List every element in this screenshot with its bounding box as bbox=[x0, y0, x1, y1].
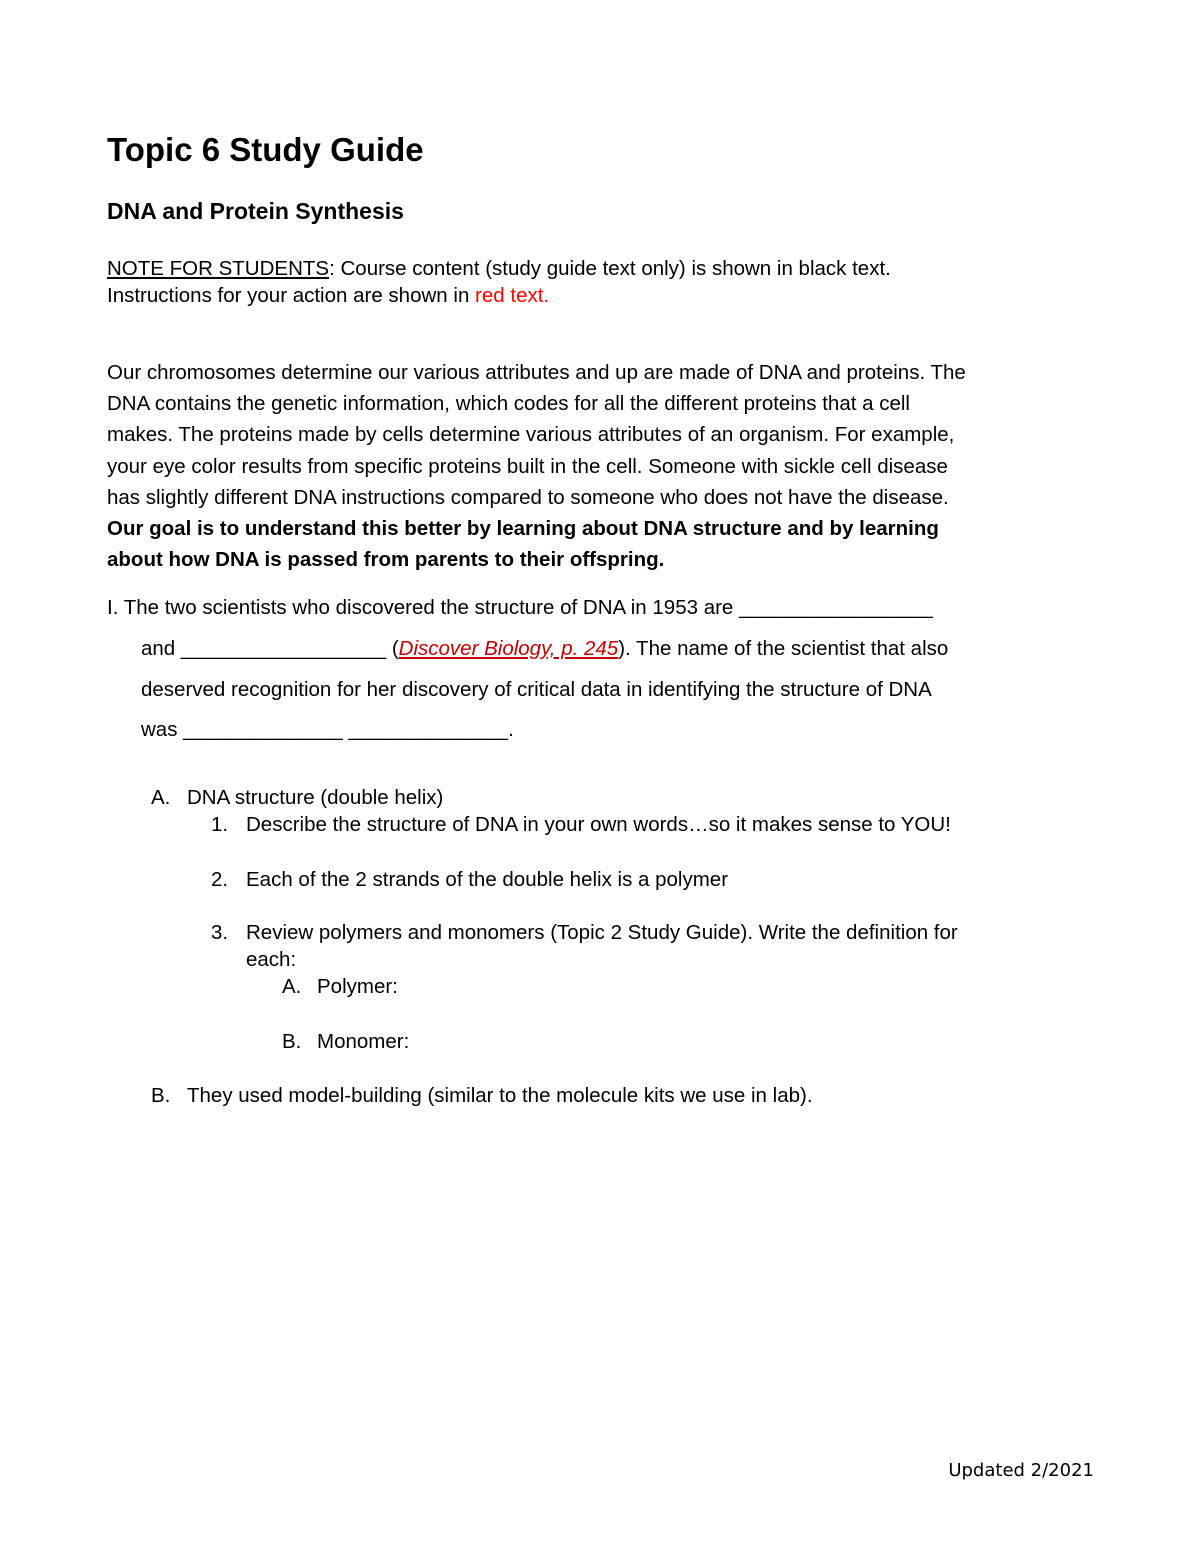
outline-text: Each of the 2 strands of the double helix is a polymer bbox=[246, 868, 729, 891]
goal-line: about how DNA is passed from parents to their offspring. bbox=[107, 548, 665, 572]
outline-sub-item-polymer bbox=[282, 973, 398, 1000]
question-1-line-4: was ______________ ______________. bbox=[141, 718, 514, 741]
intro-line: makes. The proteins made by cells determine various attributes of an organism. For example, bbox=[107, 423, 955, 447]
intro-paragraph bbox=[107, 357, 1107, 575]
outline-marker: B. bbox=[282, 1030, 302, 1053]
outline-item-3 bbox=[211, 919, 958, 946]
red-text-sample: red text bbox=[475, 284, 544, 307]
outline-marker: A. bbox=[282, 975, 302, 998]
outline-item-3-continued: each: bbox=[246, 948, 297, 971]
outline-marker: A. bbox=[151, 786, 171, 809]
outline-sub-item-monomer bbox=[282, 1028, 409, 1055]
question-1-line-3: deserved recognition for her discovery of critical data in identifying the structure of DNA bbox=[141, 678, 932, 701]
note-text-2-end: . bbox=[543, 284, 550, 307]
page-subtitle: DNA and Protein Synthesis bbox=[107, 198, 404, 224]
student-note-line-1 bbox=[107, 255, 891, 282]
outline-text: Review polymers and monomers (Topic 2 Study Guide). Write the definition for bbox=[246, 921, 958, 944]
outline-marker: 1. bbox=[211, 813, 229, 836]
outline-text: Describe the structure of DNA in your own words…so it makes sense to YOU! bbox=[246, 813, 951, 836]
outline-item-2 bbox=[211, 866, 728, 893]
outline-text: Monomer: bbox=[317, 1030, 410, 1053]
question-1-line-2-end: ). The name of the scientist that also bbox=[618, 637, 949, 660]
intro-line: Our chromosomes determine our various attributes and up are made of DNA and proteins. The bbox=[107, 361, 966, 384]
outline-marker: 3. bbox=[211, 921, 229, 944]
outline-text: They used model-building (similar to the molecule kits we use in lab). bbox=[187, 1084, 813, 1107]
intro-line: DNA contains the genetic information, which codes for all the different proteins that a cell bbox=[107, 392, 910, 416]
outline-item-a bbox=[151, 784, 443, 811]
outline-marker: B. bbox=[151, 1084, 171, 1107]
question-1-line-1: I. The two scientists who discovered the structure of DNA in 1953 are _________________ bbox=[107, 596, 933, 619]
updated-date-footer: Updated 2/2021 bbox=[948, 1460, 1094, 1481]
page-title: Topic 6 Study Guide bbox=[107, 131, 424, 168]
intro-line: your eye color results from specific proteins built in the cell. Someone with sickle cell disease bbox=[107, 454, 948, 478]
intro-line: has slightly different DNA instructions compared to someone who does not have the disease. bbox=[107, 485, 949, 509]
outline-item-b bbox=[151, 1082, 813, 1109]
student-note-line-2 bbox=[107, 282, 549, 309]
note-text-1: : Course content (study guide text only) is shown in black text. bbox=[329, 257, 891, 280]
outline-item-1 bbox=[211, 811, 951, 838]
textbook-reference-link[interactable]: Discover Biology, p. 245 bbox=[398, 637, 619, 660]
goal-line: Our goal is to understand this better by learning about DNA structure and by learning bbox=[107, 516, 939, 540]
outline-text: DNA structure (double helix) bbox=[187, 786, 444, 809]
outline-marker: 2. bbox=[211, 868, 229, 891]
question-1-line-2-start: and __________________ ( bbox=[141, 637, 399, 660]
question-1-line-2 bbox=[141, 635, 948, 662]
outline-text: Polymer: bbox=[317, 975, 398, 998]
note-label: NOTE FOR STUDENTS bbox=[107, 257, 330, 280]
note-text-2: Instructions for your action are shown in bbox=[107, 284, 476, 307]
